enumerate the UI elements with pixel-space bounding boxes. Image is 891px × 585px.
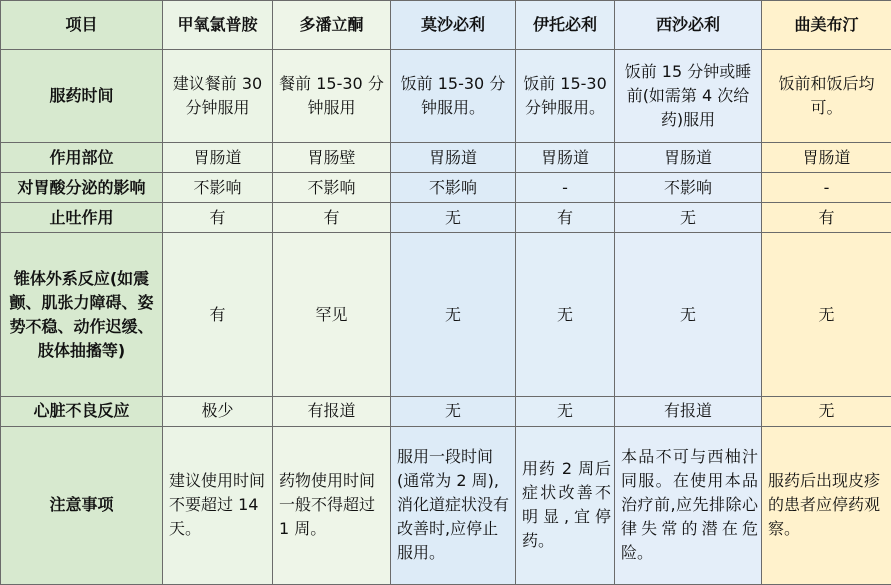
table-cell: 极少 [163, 396, 273, 426]
row-label: 锥体外系反应(如震颤、肌张力障碍、姿势不稳、动作迟缓、肢体抽搐等) [1, 233, 163, 396]
table-cell: 不影响 [273, 173, 391, 203]
table-cell: 有 [163, 233, 273, 396]
table-cell: 有 [163, 203, 273, 233]
table-row-site-of-action [1, 143, 891, 173]
table-cell: 饭前 15 分钟或睡前(如需第 4 次给药)服用 [615, 50, 762, 143]
table-cell: 不影响 [391, 173, 516, 203]
table-cell: 饭前 15-30 分钟服用。 [391, 50, 516, 143]
table-cell: 胃肠道 [615, 143, 762, 173]
table-cell: 有 [273, 203, 391, 233]
table-cell: 胃肠壁 [273, 143, 391, 173]
table-row-gastric-acid [1, 173, 891, 203]
table-cell: 饭前 15-30 分钟服用。 [516, 50, 615, 143]
table-row-extrapyramidal [1, 233, 891, 396]
table-cell: 服药后出现皮疹的患者应停药观察。 [762, 426, 891, 584]
table-cell: 用药 2 周后症状改善不明显,宜停药。 [516, 426, 615, 584]
table-cell: 建议餐前 30 分钟服用 [163, 50, 273, 143]
row-label: 注意事项 [1, 426, 163, 584]
row-label: 作用部位 [1, 143, 163, 173]
table-cell: 无 [391, 396, 516, 426]
table-cell: 不影响 [615, 173, 762, 203]
table-cell: 有 [762, 203, 891, 233]
table-cell: - [516, 173, 615, 203]
table-cell: 无 [615, 233, 762, 396]
row-label: 服药时间 [1, 50, 163, 143]
table-cell: 无 [762, 396, 891, 426]
header-drug-itopride: 伊托必利 [516, 1, 615, 50]
table-cell: 本品不可与西柚汁同服。在使用本品治疗前,应先排除心律失常的潜在危险。 [615, 426, 762, 584]
table-cell: 饭前和饭后均可。 [762, 50, 891, 143]
table-row-cardiac [1, 396, 891, 426]
header-drug-trimebutine: 曲美布汀 [762, 1, 891, 50]
table-cell: 药物使用时间一般不得超过 1 周。 [273, 426, 391, 584]
table-row-precautions [1, 426, 891, 584]
table-cell: 有报道 [273, 396, 391, 426]
row-label: 对胃酸分泌的影响 [1, 173, 163, 203]
table-cell: 胃肠道 [391, 143, 516, 173]
table-cell: 无 [516, 233, 615, 396]
table-cell: 无 [391, 203, 516, 233]
table-cell: 不影响 [163, 173, 273, 203]
table-cell: 胃肠道 [516, 143, 615, 173]
table-cell: 有 [516, 203, 615, 233]
table-row-dosing-time [1, 50, 891, 143]
table-cell: 建议使用时间不要超过 14 天。 [163, 426, 273, 584]
table-cell: 餐前 15-30 分钟服用 [273, 50, 391, 143]
table-cell: 胃肠道 [762, 143, 891, 173]
table-cell: 无 [615, 203, 762, 233]
header-drug-mosapride: 莫沙必利 [391, 1, 516, 50]
header-drug-cisapride: 西沙必利 [615, 1, 762, 50]
table-cell: 无 [516, 396, 615, 426]
table-cell: 无 [391, 233, 516, 396]
header-drug-domperidone: 多潘立酮 [273, 1, 391, 50]
table-cell: 胃肠道 [163, 143, 273, 173]
header-row [1, 1, 891, 50]
row-label: 心脏不良反应 [1, 396, 163, 426]
table-cell: - [762, 173, 891, 203]
table-cell: 罕见 [273, 233, 391, 396]
header-item: 项目 [1, 1, 163, 50]
table-cell: 无 [762, 233, 891, 396]
table-cell: 有报道 [615, 396, 762, 426]
header-drug-metoclopramide: 甲氧氯普胺 [163, 1, 273, 50]
table-cell: 服用一段时间(通常为 2 周),消化道症状没有改善时,应停止服用。 [391, 426, 516, 584]
row-label: 止吐作用 [1, 203, 163, 233]
table-row-antiemetic [1, 203, 891, 233]
